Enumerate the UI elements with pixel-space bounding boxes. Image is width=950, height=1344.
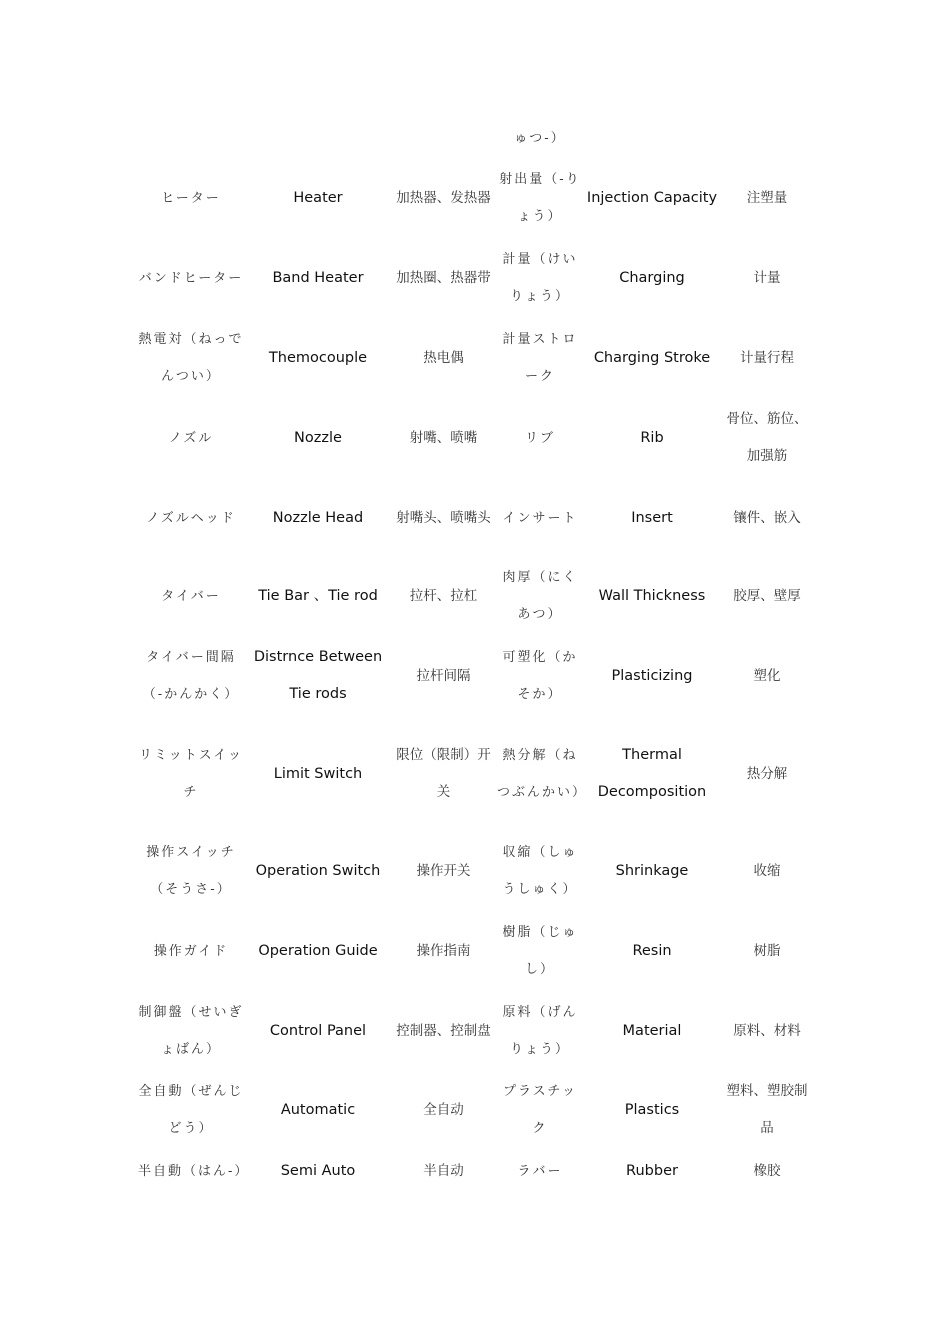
top-fragment-text: ゅつ-） bbox=[514, 131, 566, 146]
term-japanese: 制御盤（せいぎょばん） bbox=[138, 1005, 244, 1057]
term-english: Nozzle bbox=[294, 429, 342, 446]
term-english: Control Panel bbox=[269, 1022, 367, 1039]
term-chinese-2: 塑料、塑胶制品 bbox=[726, 1083, 808, 1136]
term-japanese: 全自動（ぜんじどう） bbox=[138, 1084, 244, 1136]
term-chinese: 射嘴头、喷嘴头 bbox=[396, 509, 491, 526]
term-japanese: 半自動（はん-） bbox=[138, 1163, 250, 1179]
term-english-2: Shrinkage bbox=[615, 862, 689, 879]
term-japanese-2: 熱分解（ねつぶんかい） bbox=[497, 748, 588, 800]
term-japanese-2: 射出量（-りょう） bbox=[499, 172, 581, 224]
term-chinese: 射嘴、喷嘴 bbox=[409, 429, 478, 446]
term-chinese: 加热器、发热器 bbox=[396, 189, 491, 206]
term-japanese: ノズルヘッド bbox=[146, 510, 236, 526]
term-chinese-2: 胶厚、壁厚 bbox=[733, 587, 801, 604]
term-english: Heater bbox=[293, 189, 343, 206]
term-english: Automatic bbox=[280, 1101, 356, 1118]
term-english-2: Resin bbox=[632, 942, 672, 959]
term-english-2: Injection Capacity bbox=[586, 189, 718, 206]
term-chinese-2: 骨位、筋位、加强筋 bbox=[726, 411, 808, 464]
term-chinese: 全自动 bbox=[423, 1101, 464, 1118]
term-english-2: Rib bbox=[640, 429, 664, 446]
term-japanese-2: 樹脂（じゅし） bbox=[502, 925, 578, 977]
term-japanese-2: ラバー bbox=[517, 1163, 563, 1179]
term-japanese: 熱電対（ねっでんつい） bbox=[138, 332, 244, 384]
term-english: Themocouple bbox=[268, 349, 368, 366]
term-japanese-2: 原料（げんりょう） bbox=[502, 1005, 578, 1057]
term-chinese: 限位（限制）开关 bbox=[396, 747, 491, 800]
term-japanese-2: 計量ストローク bbox=[502, 332, 578, 384]
term-english-2: Insert bbox=[631, 509, 673, 526]
term-japanese: ヒーター bbox=[161, 190, 221, 206]
term-english-2: Wall Thickness bbox=[598, 587, 706, 604]
term-japanese: タイバー bbox=[161, 588, 221, 604]
term-chinese: 操作指南 bbox=[416, 942, 471, 959]
term-chinese: 加热圈、热器带 bbox=[396, 269, 491, 286]
term-japanese-2: インサート bbox=[502, 510, 578, 526]
term-english: Distrnce Between Tie rods bbox=[253, 649, 383, 702]
term-english: Nozzle Head bbox=[272, 509, 364, 526]
term-japanese: タイバー間隔（-かんかく） bbox=[142, 650, 240, 702]
term-chinese: 拉杆间隔 bbox=[416, 667, 471, 684]
term-chinese-2: 热分解 bbox=[746, 765, 788, 782]
term-japanese: 操作スイッチ（そうさ-） bbox=[146, 845, 236, 897]
term-english-2: Thermal Decomposition bbox=[597, 747, 707, 800]
term-english: Limit Switch bbox=[273, 765, 363, 782]
term-chinese-2: 镶件、嵌入 bbox=[733, 509, 801, 526]
term-japanese-2: 肉厚（にくあつ） bbox=[502, 570, 578, 622]
term-japanese-2: 可塑化（かそか） bbox=[502, 650, 578, 702]
term-chinese-2: 塑化 bbox=[753, 667, 781, 684]
term-english-2: Plastics bbox=[624, 1101, 680, 1118]
term-english-2: Plasticizing bbox=[611, 667, 693, 684]
term-chinese-2: 计量行程 bbox=[740, 349, 794, 366]
term-english-2: Charging bbox=[619, 269, 685, 286]
term-english: Operation Guide bbox=[258, 942, 378, 959]
term-japanese-2: プラスチック bbox=[503, 1084, 577, 1136]
term-japanese: ノズル bbox=[168, 430, 214, 446]
term-japanese: 操作ガイド bbox=[153, 943, 229, 959]
term-english-2: Rubber bbox=[626, 1162, 678, 1179]
term-japanese: リミットスイッチ bbox=[138, 748, 244, 800]
term-chinese: 热电偶 bbox=[423, 349, 464, 366]
term-english-2: Charging Stroke bbox=[593, 349, 711, 366]
term-chinese-2: 原料、材料 bbox=[733, 1022, 801, 1039]
term-japanese-2: 計量（けいりょう） bbox=[502, 252, 578, 304]
term-japanese: バンドヒーター bbox=[138, 270, 244, 286]
term-chinese-2: 橡胶 bbox=[753, 1162, 781, 1179]
term-chinese-2: 注塑量 bbox=[746, 189, 788, 206]
term-english: Operation Switch bbox=[255, 862, 381, 879]
term-english: Semi Auto bbox=[280, 1162, 356, 1179]
term-chinese: 操作开关 bbox=[416, 862, 471, 879]
term-chinese-2: 树脂 bbox=[753, 942, 781, 959]
term-chinese: 半自动 bbox=[423, 1162, 464, 1179]
term-japanese-2: 収縮（しゅうしゅく） bbox=[502, 845, 578, 897]
term-chinese-2: 收缩 bbox=[753, 862, 781, 879]
term-english-2: Material bbox=[622, 1022, 682, 1039]
term-japanese-2: リブ bbox=[524, 430, 555, 446]
term-chinese: 拉杆、拉杠 bbox=[409, 587, 478, 604]
term-chinese: 控制器、控制盘 bbox=[396, 1022, 491, 1039]
term-chinese-2: 计量 bbox=[753, 269, 781, 286]
term-english: Tie Bar 、Tie rod bbox=[258, 587, 378, 604]
term-english: Band Heater bbox=[272, 269, 364, 286]
